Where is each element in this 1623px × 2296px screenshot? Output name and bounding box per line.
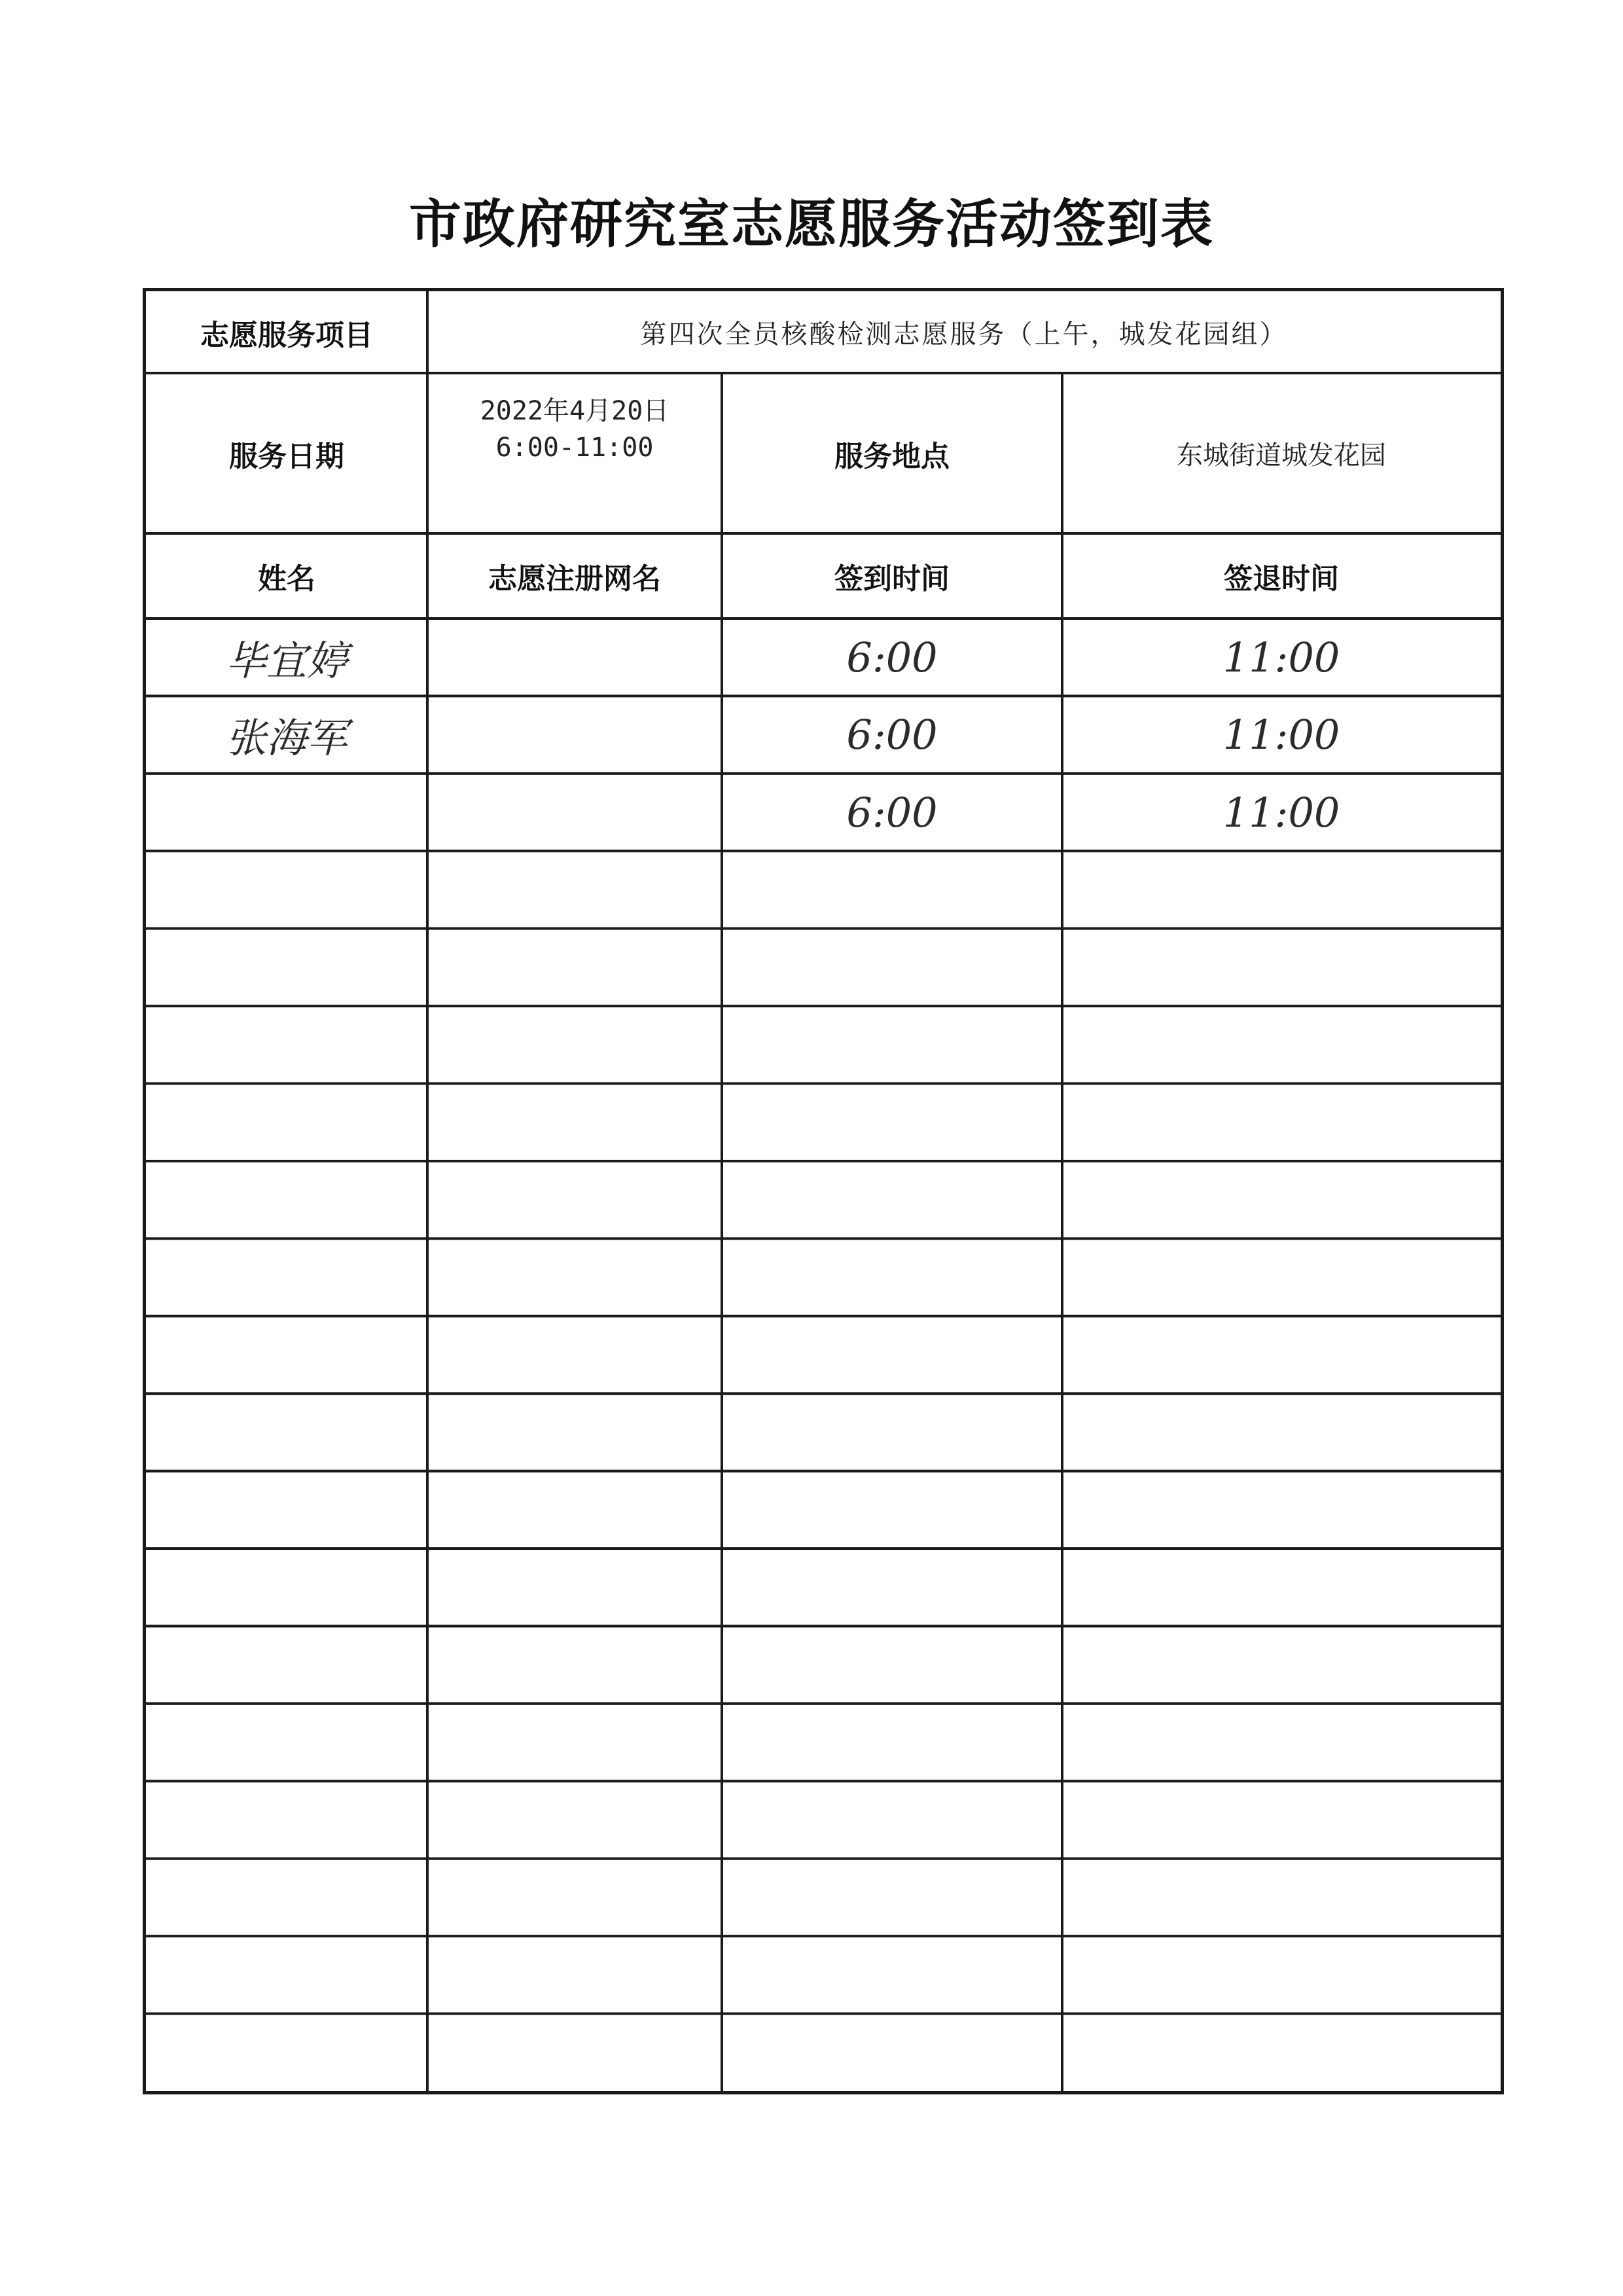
cell-nickname: [427, 1006, 722, 1083]
cell-name: [146, 1549, 427, 1626]
cell-checkin: [722, 1006, 1062, 1083]
date-label: 服务日期: [229, 439, 344, 473]
cell-checkout: [1062, 929, 1501, 1006]
cell-checkout: [1062, 1006, 1501, 1083]
cell-nickname: [427, 1393, 722, 1471]
cell-checkout: [1062, 1084, 1501, 1161]
cell-nickname: [427, 851, 722, 928]
cell-checkin: 6:00: [846, 788, 938, 836]
cell-nickname: [427, 1316, 722, 1393]
cell-nickname: [427, 1161, 722, 1238]
cell-checkout: [1062, 2014, 1501, 2091]
cell-checkout: 11:00: [1222, 633, 1340, 681]
cell-name: [146, 1084, 427, 1161]
cell-checkout: [1062, 851, 1501, 928]
cell-name: [146, 1704, 427, 1781]
cell-name: [146, 1471, 427, 1549]
cell-checkout: [1062, 1626, 1501, 1703]
cell-checkout: [1062, 1704, 1501, 1781]
cell-name: [146, 1316, 427, 1393]
cell-nickname: [427, 1471, 722, 1549]
cell-checkin: [722, 1549, 1062, 1626]
cell-nickname: [427, 1781, 722, 1858]
cell-checkout: [1062, 1781, 1501, 1858]
cell-checkin: [722, 2014, 1062, 2091]
cell-checkin: [722, 1238, 1062, 1316]
cell-checkout: 11:00: [1222, 788, 1340, 836]
cell-checkin: [722, 851, 1062, 928]
cell-name: [146, 774, 427, 851]
date-value: [427, 373, 722, 533]
cell-nickname: [427, 929, 722, 1006]
cell-name: [146, 1393, 427, 1471]
cell-checkout: [1062, 1238, 1501, 1316]
cell-name: [146, 929, 427, 1006]
cell-nickname: [427, 2014, 722, 2091]
col-header-checkout: 签退时间: [1224, 562, 1339, 596]
cell-checkin: [722, 1704, 1062, 1781]
cell-checkout: [1062, 1859, 1501, 1936]
cell-name: [146, 1781, 427, 1858]
location-value: 东城街道城发花园: [1177, 440, 1386, 471]
cell-checkout: [1062, 1936, 1501, 2013]
cell-nickname: [427, 774, 722, 851]
cell-checkin: [722, 929, 1062, 1006]
cell-checkout: [1062, 1161, 1501, 1238]
cell-nickname: [427, 1238, 722, 1316]
cell-name: [146, 1006, 427, 1083]
cell-checkin: [722, 1936, 1062, 2013]
cell-checkout: [1062, 1393, 1501, 1471]
date-line-2: 6:00-11:00: [495, 433, 654, 463]
cell-name: [146, 1859, 427, 1936]
cell-checkin: [722, 1084, 1062, 1161]
cell-checkout: [1062, 1549, 1501, 1626]
cell-nickname: [427, 1626, 722, 1703]
location-label: 服务地点: [834, 439, 950, 473]
cell-nickname: [427, 696, 722, 773]
cell-nickname: [427, 1936, 722, 2013]
page-title: 市政府研究室志愿服务活动签到表: [409, 193, 1214, 255]
cell-nickname: [427, 1859, 722, 1936]
cell-checkin: [722, 1626, 1062, 1703]
cell-nickname: [427, 1704, 722, 1781]
cell-checkin: 6:00: [846, 633, 938, 681]
cell-name: [146, 1936, 427, 2013]
cell-name: [146, 1238, 427, 1316]
cell-checkout: 11:00: [1222, 711, 1340, 759]
cell-checkin: 6:00: [846, 711, 938, 759]
col-header-checkin: 签到时间: [834, 562, 950, 596]
project-label: 志愿服务项目: [200, 318, 373, 352]
cell-name: [146, 1626, 427, 1703]
col-header-name: 姓名: [258, 562, 315, 596]
col-header-nickname: 志愿注册网名: [488, 562, 661, 596]
cell-name: 毕宜婷: [225, 636, 348, 685]
date-line-1: 2022年4月20日: [480, 396, 669, 426]
cell-nickname: [427, 1549, 722, 1626]
cell-nickname: [427, 619, 722, 696]
cell-name: [146, 1161, 427, 1238]
cell-nickname: [427, 1084, 722, 1161]
cell-checkin: [722, 1316, 1062, 1393]
cell-name: [146, 851, 427, 928]
sign-in-table: [143, 288, 1504, 2094]
cell-checkin: [722, 1781, 1062, 1858]
cell-checkin: [722, 1471, 1062, 1549]
project-value: 第四次全员核酸检测志愿服务（上午，城发花园组）: [640, 319, 1288, 350]
cell-checkin: [722, 1393, 1062, 1471]
cell-checkout: [1062, 1471, 1501, 1549]
cell-checkout: [1062, 1316, 1501, 1393]
cell-name: 张海军: [225, 714, 348, 762]
cell-checkin: [722, 1161, 1062, 1238]
cell-checkin: [722, 1859, 1062, 1936]
cell-name: [146, 2014, 427, 2091]
